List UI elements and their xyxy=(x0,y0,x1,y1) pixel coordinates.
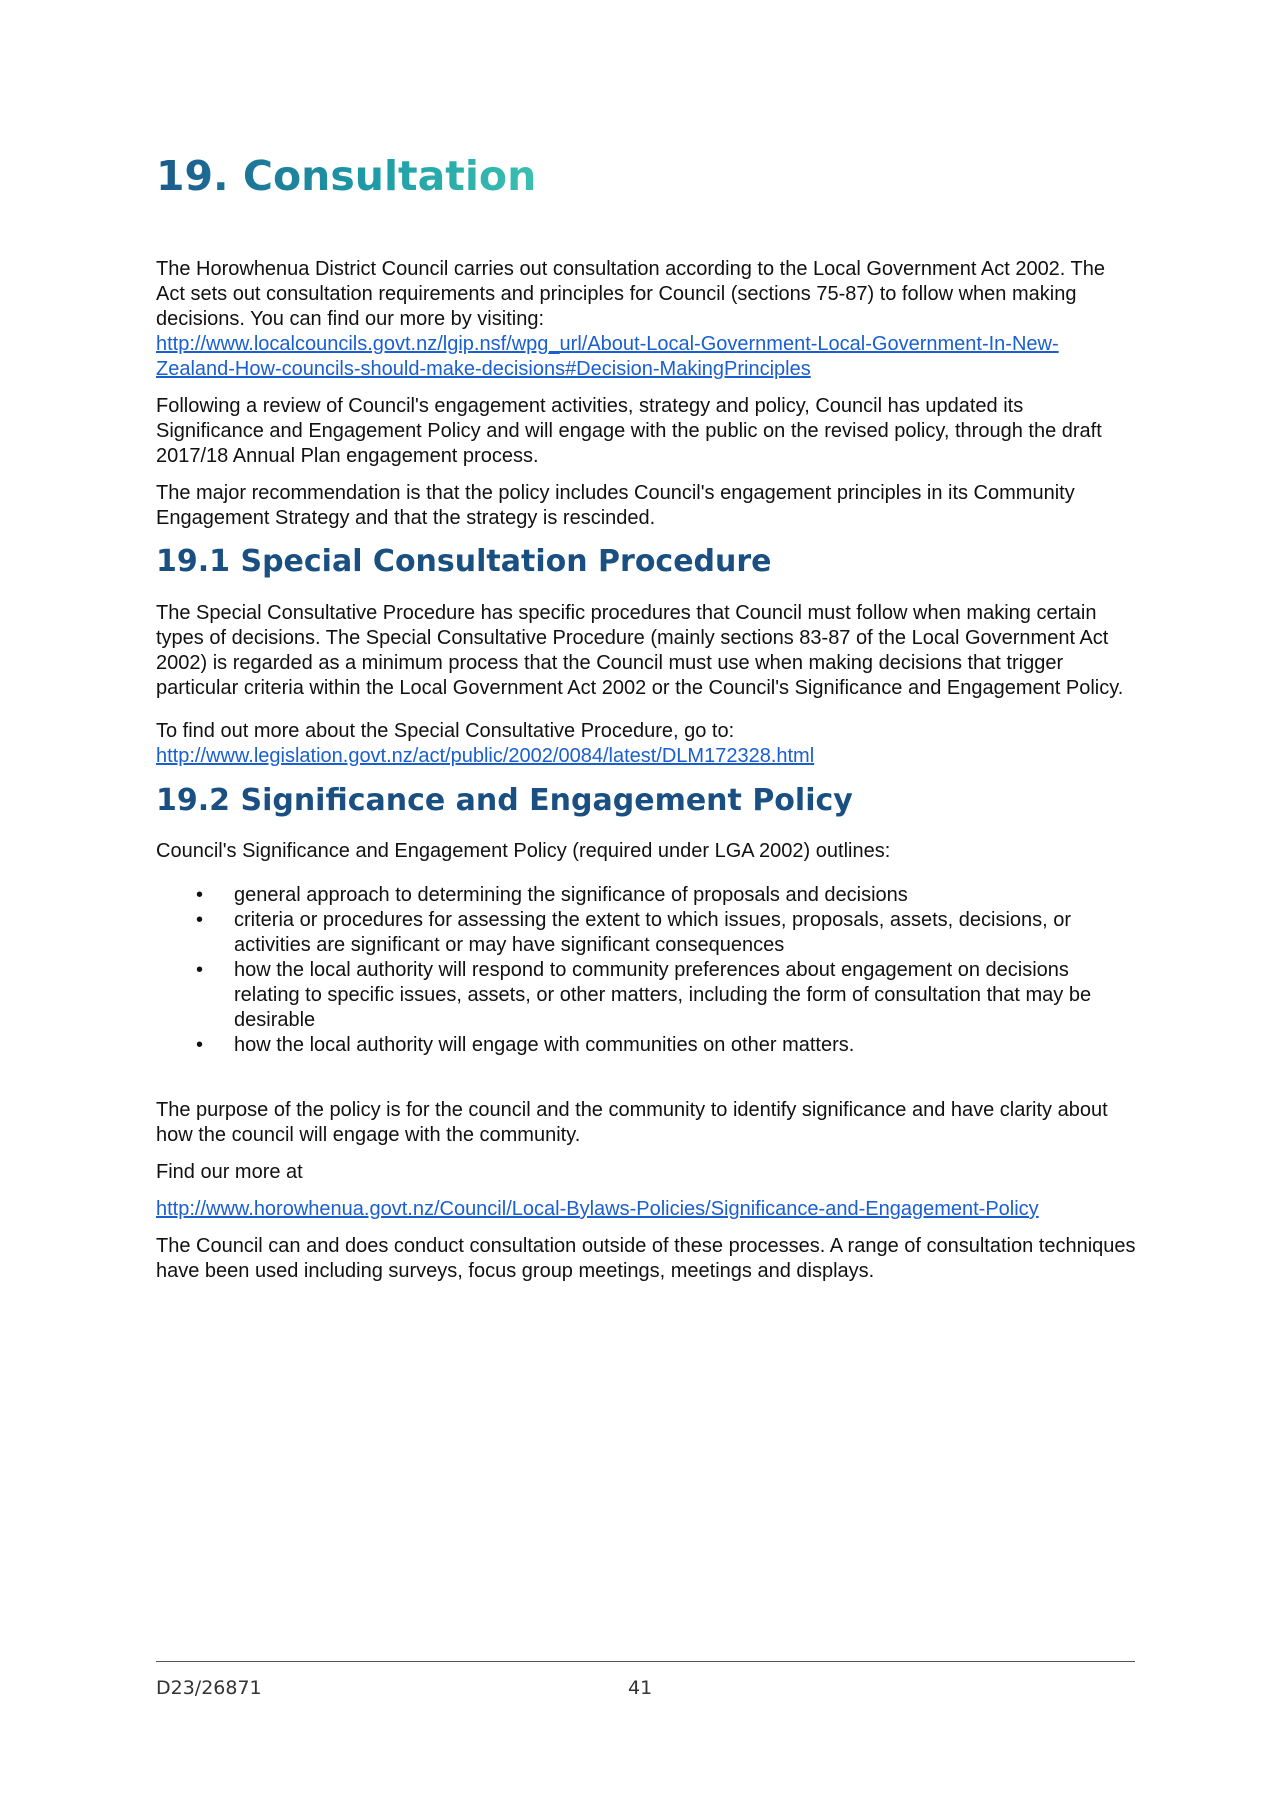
section-heading-significance-policy: 19.2 Significance and Engagement Policy xyxy=(156,783,853,818)
list-item: • general approach to determining the significance of proposals and decisions xyxy=(156,883,1136,908)
find-more-text: Find our more at xyxy=(156,1161,303,1183)
find-out-more-text: To find out more about the Special Consultative Procedure, go to: xyxy=(156,720,735,742)
document-body xyxy=(156,150,1136,1284)
closing-paragraph: The Council can and does conduct consultation outside of these processes. A range of consultation techniques have been used including surveys, focus group meetings, meetings and displays. xyxy=(156,1235,1136,1282)
footer-divider xyxy=(156,1661,1135,1662)
list-item: • how the local authority will engage with communities on other matters. xyxy=(156,1033,1136,1058)
list-item: • criteria or procedures for assessing the extent to which issues, proposals, assets, decisions, or activities are significant or may have significant consequences xyxy=(156,908,1136,958)
intro-paragraph-1 xyxy=(156,257,1136,382)
legislation-link[interactable]: http://www.legislation.govt.nz/act/public/2002/0084/latest/DLM172328.html xyxy=(156,745,815,767)
footer-doc-id: D23/26871 xyxy=(156,1677,262,1699)
special-consultation-paragraph: The Special Consultative Procedure has specific procedures that Council must follow when making certain types of decisions. The Special Consultative Procedure (mainly sections 83-87 of the Local Government Act 2002) is regarded as a minimum process that the Council must use when making decisions that trigger particular criteria within the Local Government Act 2002 or the Council's Significance and Engagement Policy. xyxy=(156,602,1124,699)
policy-intro: Council's Significance and Engagement Policy (required under LGA 2002) outlines: xyxy=(156,840,891,862)
policy-link-paragraph xyxy=(156,1197,1136,1222)
lgip-link[interactable]: http://www.localcouncils.govt.nz/lgip.nsf/wpg_url/About-Local-Government-Local-Government-In-New-Zealand-How-councils-should-make-decisions#Decision-MakingPrinciples xyxy=(156,333,1059,380)
page-title: 19. Consultation xyxy=(156,152,537,200)
page-number: 41 xyxy=(628,1677,653,1699)
significance-policy-link[interactable]: http://www.horowhenua.govt.nz/Council/Local-Bylaws-Policies/Significance-and-Engagement-Policy xyxy=(156,1198,1039,1220)
intro-paragraph-2: Following a review of Council's engagement activities, strategy and policy, Council has updated its Significance and Engagement Policy and will engage with the public on the revised policy, through the draft 2017/18 Annual Plan engagement process. xyxy=(156,395,1102,467)
policy-purpose: The purpose of the policy is for the council and the community to identify significance and have clarity about how the council will engage with the community. xyxy=(156,1099,1108,1146)
intro-paragraph-1-text: The Horowhenua District Council carries out consultation according to the Local Government Act 2002. The Act sets out consultation requirements and principles for Council (sections 75-87) to follow when making decisions. You can find our more by visiting: xyxy=(156,258,1106,330)
policy-outline-list xyxy=(156,883,1136,1058)
special-consultation-find-out-more xyxy=(156,719,1136,769)
list-item: • how the local authority will respond to community preferences about engagement on decisions relating to specific issues, assets, or other matters, including the form of consultation that may be desirable xyxy=(156,958,1136,1033)
section-heading-special-consultation: 19.1 Special Consultation Procedure xyxy=(156,544,772,579)
intro-paragraph-3: The major recommendation is that the policy includes Council's engagement principles in its Community Engagement Strategy and that the strategy is rescinded. xyxy=(156,482,1075,529)
